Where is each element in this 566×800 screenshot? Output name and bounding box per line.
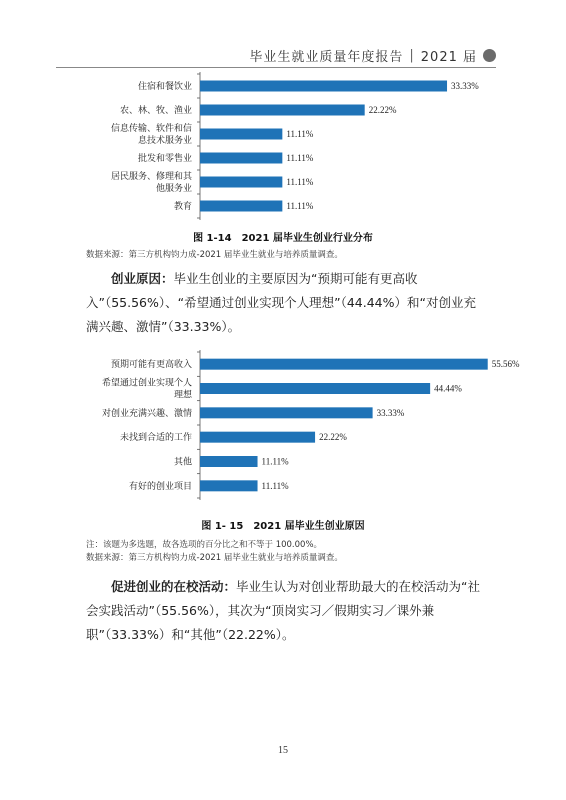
- report-header: [249, 44, 496, 66]
- campus-activity-lead: 促进创业的在校活动：: [111, 579, 237, 594]
- startup-reason-lead: 创业原因：: [111, 271, 174, 286]
- reason-bar: [200, 480, 258, 491]
- figure-14-caption: 图 1-14 2021 届毕业生创业行业分布: [193, 233, 373, 244]
- reason-bar: [200, 359, 488, 370]
- industry-category-label: 农、林、牧、渔业: [119, 106, 192, 116]
- reason-value-label: 55.56%: [491, 359, 520, 370]
- industry-bar: [200, 201, 282, 212]
- industry-value-label: 22.22%: [368, 105, 397, 115]
- report-year: 2021 届: [420, 49, 477, 65]
- industry-value-label: 33.33%: [451, 81, 479, 91]
- industry-value-label: 11.11%: [286, 201, 314, 211]
- industry-category-label: 信息传输、软件和信息技术服务业: [110, 124, 192, 146]
- page-number: 15: [278, 745, 288, 756]
- header-separator: |: [409, 47, 415, 63]
- industry-bar: [200, 129, 282, 140]
- industry-value-label: 11.11%: [286, 153, 314, 163]
- campus-activity-text: 毕业生认为对创业帮助最大的在校活动为“社会实践活动”（55.56%），其次为“顶岗实习／假期实习／课外兼职”（33.33%）和“其他”（22.22%）。: [86, 579, 480, 642]
- industry-value-label: 11.11%: [286, 177, 314, 187]
- reason-category-label: 有好的创业项目: [128, 481, 192, 492]
- industry-category-label: 教育: [173, 202, 192, 212]
- industry-bar: [200, 153, 282, 164]
- industry-bar: [200, 105, 365, 116]
- industry-bar: [200, 177, 282, 188]
- reason-bar: [200, 383, 430, 394]
- figure-14-source: 数据来源：第三方机构钧力成-2021 届毕业生就业与培养质量调查。: [86, 250, 343, 260]
- header-dot-icon: [483, 49, 496, 62]
- startup-reason-paragraph: [86, 267, 482, 339]
- reason-category-label: 未找到合适的工作: [119, 433, 192, 444]
- industry-bar-chart: [0, 72, 566, 220]
- reason-value-label: 33.33%: [376, 407, 405, 418]
- industry-category-label: 居民服务、修理和其他服务业: [110, 172, 192, 194]
- reason-chart: [0, 350, 566, 500]
- industry-category-label: 住宿和餐饮业: [137, 82, 192, 92]
- figure-15-note: 注：该题为多选题，故各选项的百分比之和不等于 100.00%。: [86, 540, 323, 550]
- startup-reason-text: 毕业生创业的主要原因为“预期可能有更高收入”（55.56%）、“希望通过创业实现个人理想”（44.44%）和“对创业充满兴趣、激情”（33.33%）。: [86, 271, 476, 334]
- industry-category-label: 批发和零售业: [137, 154, 192, 164]
- figure-15-source: 数据来源：第三方机构钧力成-2021 届毕业生就业与培养质量调查。: [86, 553, 343, 563]
- reason-bar: [200, 432, 315, 443]
- reason-value-label: 11.11%: [261, 456, 289, 467]
- reason-value-label: 22.22%: [319, 432, 347, 443]
- industry-value-label: 11.11%: [286, 129, 314, 139]
- reason-value-label: 44.44%: [434, 383, 462, 394]
- industry-chart: [0, 72, 566, 220]
- header-rule: [56, 67, 496, 68]
- campus-activity-paragraph: [86, 575, 482, 647]
- figure-15-caption: 图 1- 15 2021 届毕业生创业原因: [201, 521, 365, 532]
- reason-category-label: 预期可能有更高收入: [110, 360, 192, 371]
- reason-category-label: 希望通过创业实现个人理想: [101, 378, 192, 401]
- reason-category-label: 对创业充满兴趣、激情: [101, 408, 192, 419]
- reason-category-label: 其他: [173, 457, 192, 468]
- reason-bar: [200, 407, 373, 418]
- industry-bar: [200, 81, 447, 92]
- report-title: 毕业生就业质量年度报告: [249, 49, 404, 65]
- reason-bar: [200, 456, 258, 467]
- reason-value-label: 11.11%: [261, 480, 289, 491]
- reason-bar-chart: [0, 350, 566, 500]
